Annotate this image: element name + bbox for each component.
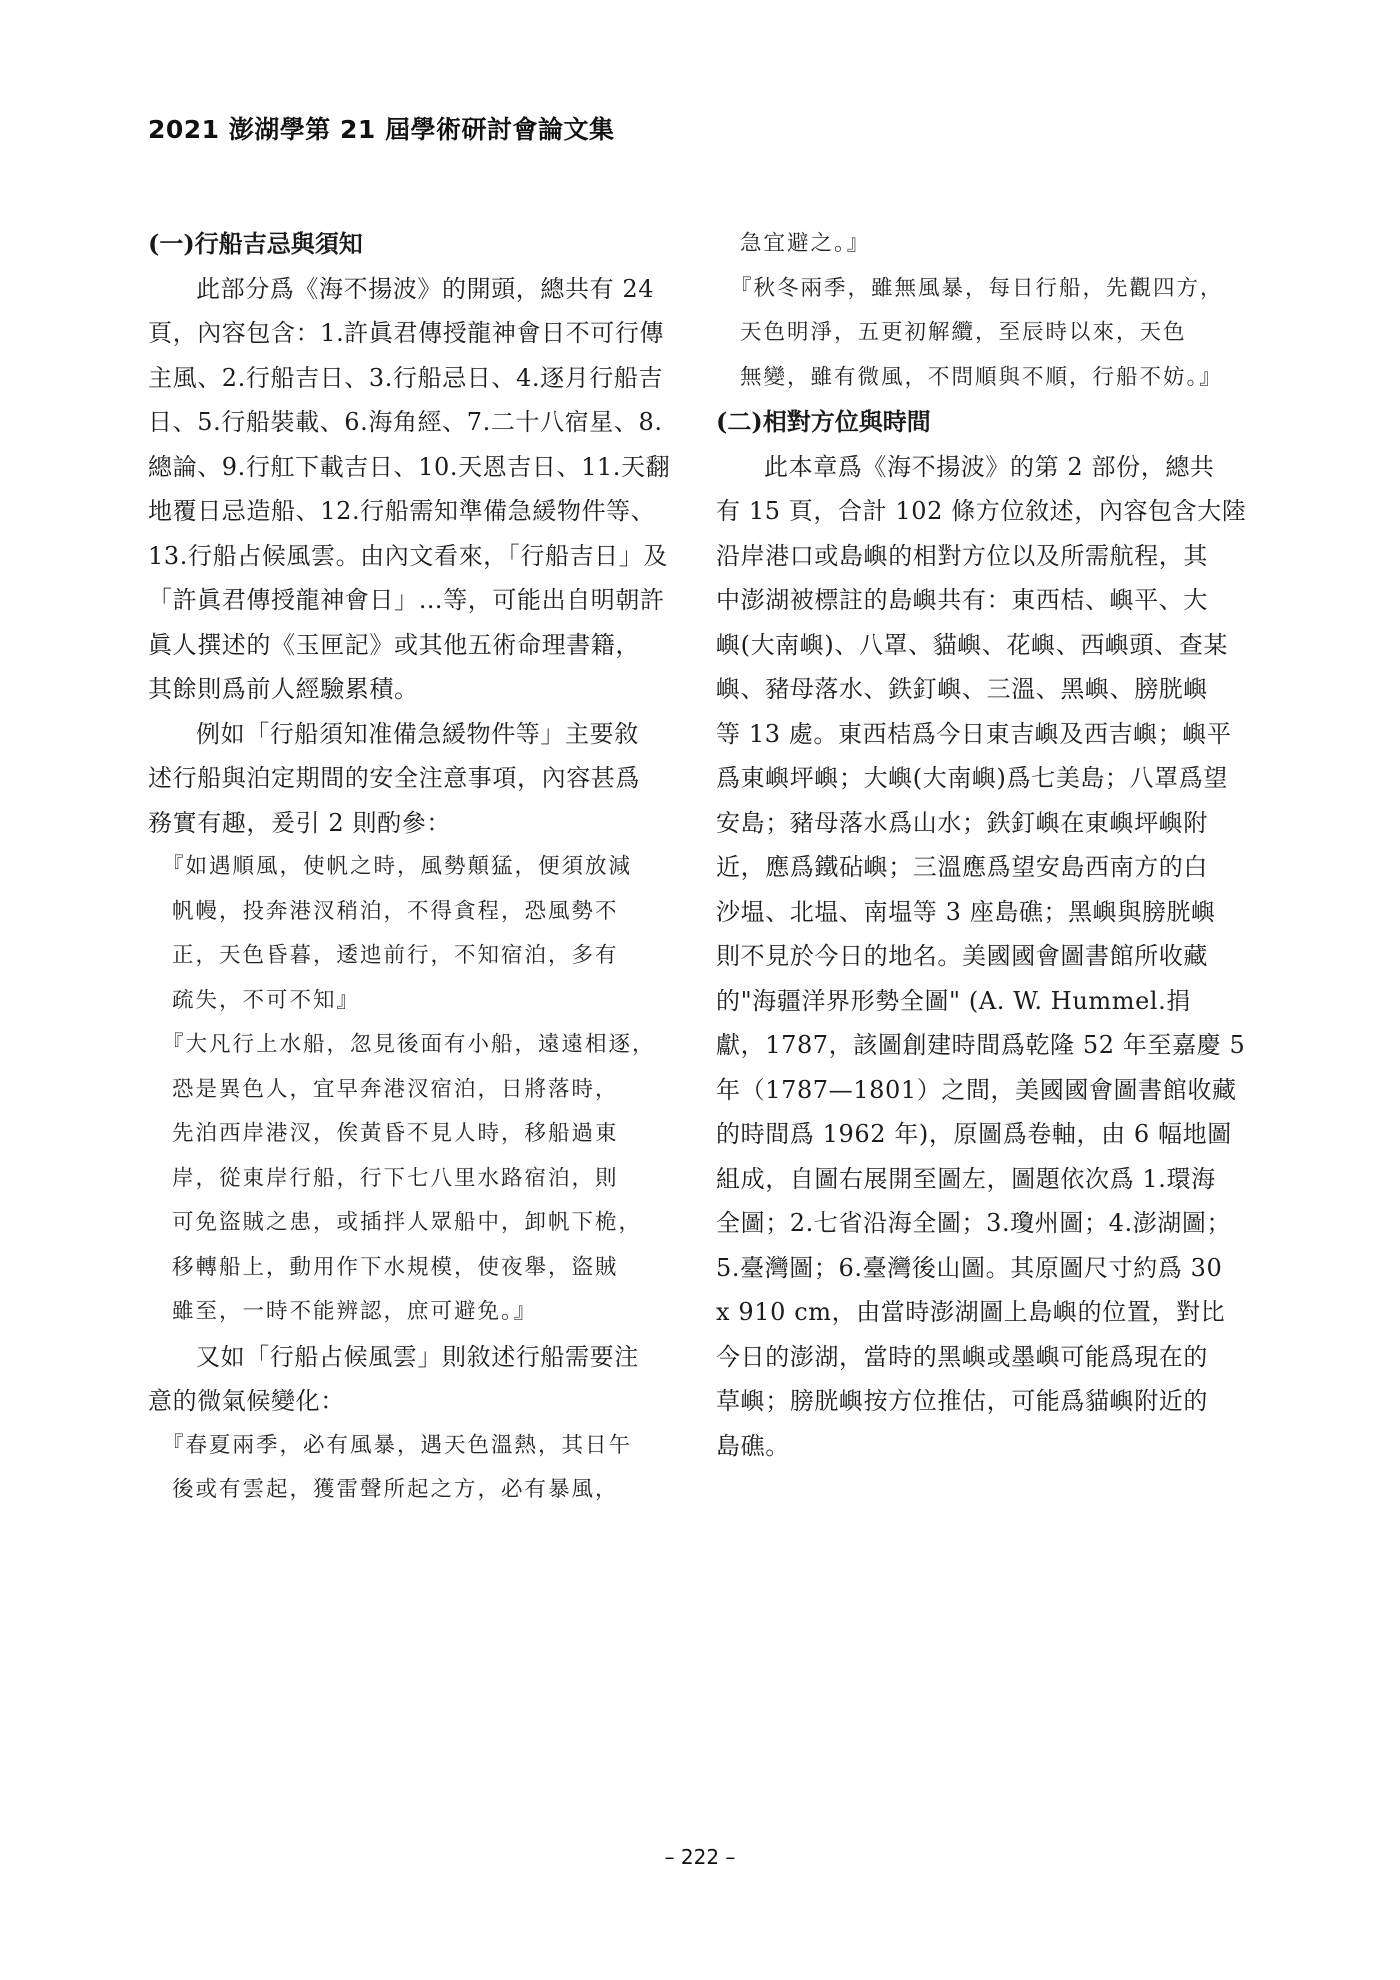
body-text-line: 「許眞君傳授龍神會日」…等，可能出自明朝許 (148, 586, 665, 614)
paragraph-first-line: 此本章爲《海不揚波》的第 2 部份，總共 (764, 452, 1215, 481)
section-heading: (一)行船吉忌與須知 (148, 229, 363, 258)
body-text-line: 則不見於今日的地名。美國國會圖書館所收藏 (716, 942, 1208, 970)
body-text-line: 總論、9.行舡下載吉日、10.天恩吉日、11.天翻 (148, 452, 671, 481)
quotation-line: 無變，雖有微風，不問順與不順，行船不妨。』 (740, 364, 1223, 390)
body-text-line: 沿岸港口或島嶼的相對方位以及所需航程，其 (716, 541, 1208, 570)
quotation-line: 天色明淨，五更初解纜，至辰時以來，天色 (740, 320, 1187, 345)
quotation-first-line: 『如遇順風，使帆之時，風勢顛猛，便須放減 (162, 854, 633, 879)
body-text-line: 的時間爲 1962 年)，原圖爲卷軸，由 6 幅地圖 (716, 1120, 1232, 1148)
quotation-line: 後或有雲起，獲雷聲所起之方，必有暴風， (172, 1477, 619, 1502)
body-text-line: 有 15 頁，合計 102 條方位敘述，內容包含大陸 (716, 497, 1247, 525)
section-heading: (二)相對方位與時間 (716, 407, 931, 436)
body-text-line: 5.臺灣圖；6.臺灣後山圖。其原圖尺寸約爲 30 (716, 1253, 1223, 1282)
body-text-line: 眞人撰述的《玉匣記》或其他五術命理書籍， (148, 630, 640, 659)
body-text-line: 意的微氣候變化： (148, 1387, 345, 1415)
body-text-line: 沙塭、北塭、南塭等 3 座島礁；黑嶼與膀胱嶼 (716, 897, 1216, 926)
left-column (148, 222, 688, 1513)
quotation-line: 岸，從東岸行船，行下七八里水路宿泊，則 (172, 1165, 619, 1191)
body-text-line: 頁，內容包含：1.許眞君傳授龍神會日不可行傳 (148, 319, 665, 347)
body-text-line: 島礁。 (716, 1431, 790, 1460)
quotation-line: 恐是異色人，宜早奔港汊宿泊，日將落時， (172, 1076, 619, 1102)
quotation-first-line: 『秋冬兩季，雖無風暴，每日行船，先觀四方， (730, 275, 1224, 301)
body-text-line: 地覆日忌造船、12.行船需知準備急緩物件等、 (148, 497, 656, 525)
paragraph-first-line: 例如「行船須知准備急緩物件等」主要敘 (196, 719, 639, 748)
right-column (716, 222, 1256, 1468)
body-text-line: 近，應爲鐵砧嶼；三溫應爲望安島西南方的白 (716, 853, 1208, 881)
body-text-line: x 910 cm，由當時澎湖圖上島嶼的位置，對比 (716, 1298, 1226, 1326)
body-text-line: 嶼、豬母落水、鉄釘嶼、三溫、黑嶼、膀胱嶼 (716, 675, 1208, 703)
body-text-line: 的"海疆洋界形勢全圖" (A. W. Hummel.捐 (716, 986, 1191, 1015)
quotation-line: 疏失，不可不知』 (172, 987, 361, 1013)
body-text-line: 組成，自圖右展開至圖左，圖題依次爲 1.環海 (716, 1164, 1216, 1193)
quotation-first-line: 『大凡行上水船，忽見後面有小船，遠遠相逐， (162, 1032, 656, 1057)
body-text-line: 全圖；2.七省沿海全圖；3.瓊州圖；4.澎湖圖； (716, 1209, 1232, 1237)
body-text-line: 年（1787—1801）之間，美國國會圖書館收藏 (716, 1075, 1237, 1104)
body-text-line: 其餘則爲前人經驗累積。 (148, 675, 419, 703)
quotation-first-line: 『春夏兩季，必有風暴，遇天色溫熱，其日午 (162, 1432, 633, 1458)
body-text-line: 等 13 處。東西桔爲今日東吉嶼及西吉嶼；嶼平 (716, 719, 1232, 748)
page-number: – 222 – (664, 1845, 736, 1869)
body-text-line: 主風、2.行船吉日、3.行船忌日、4.逐月行船吉 (148, 363, 664, 392)
quotation-line: 移轉船上，動用作下水規模，使夜舉，盜賊 (172, 1254, 619, 1280)
body-text-line: 日、5.行船裝載、6.海角經、7.二十八宿星、8. (148, 408, 663, 436)
quotation-line: 急宜避之。』 (740, 231, 871, 256)
paragraph-first-line: 又如「行船占候風雲」則敘述行船需要注 (196, 1342, 639, 1371)
body-text-line: 13.行船占候風雲。由內文看來，「行船吉日」及 (148, 541, 668, 570)
body-text-line: 述行船與泊定期間的安全注意事項，內容甚爲 (148, 764, 640, 792)
body-text-line: 今日的澎湖，當時的黑嶼或墨嶼可能爲現在的 (716, 1342, 1208, 1371)
quotation-line: 先泊西岸港汊，俟黃昏不見人時，移船過東 (172, 1121, 619, 1146)
body-text-line: 務實有趣，爰引 2 則酌參： (148, 808, 451, 837)
body-text-line: 獻，1787，該圖創建時間爲乾隆 52 年至嘉慶 5 (716, 1031, 1246, 1059)
quotation-line: 雖至，一時不能辨認，庶可避免。』 (172, 1299, 538, 1324)
body-text-line: 嶼(大南嶼)、八罩、貓嶼、花嶼、西嶼頭、查某 (716, 630, 1228, 659)
quotation-line: 帆幔，投奔港汊稍泊，不得貪程，恐風勢不 (172, 898, 619, 924)
body-text-line: 草嶼；膀胱嶼按方位推估，可能爲貓嶼附近的 (716, 1387, 1208, 1415)
running-header: 2021 澎湖學第 21 屆學術研討會論文集 (148, 115, 615, 144)
paragraph-first-line: 此部分爲《海不揚波》的開頭，總共有 24 (196, 274, 655, 303)
body-text-line: 中澎湖被標註的島嶼共有：東西桔、嶼平、大 (716, 586, 1208, 614)
body-text-line: 安島；豬母落水爲山水；鉄釘嶼在東嶼坪嶼附 (716, 808, 1208, 837)
quotation-line: 可免盜賊之患，或插拌人眾船中，卸帆下桅， (172, 1210, 643, 1235)
quotation-line: 正，天色昏暮，逶迆前行，不知宿泊，多有 (172, 943, 619, 968)
body-text-line: 爲東嶼坪嶼；大嶼(大南嶼)爲七美島；八罩爲望 (716, 764, 1228, 792)
